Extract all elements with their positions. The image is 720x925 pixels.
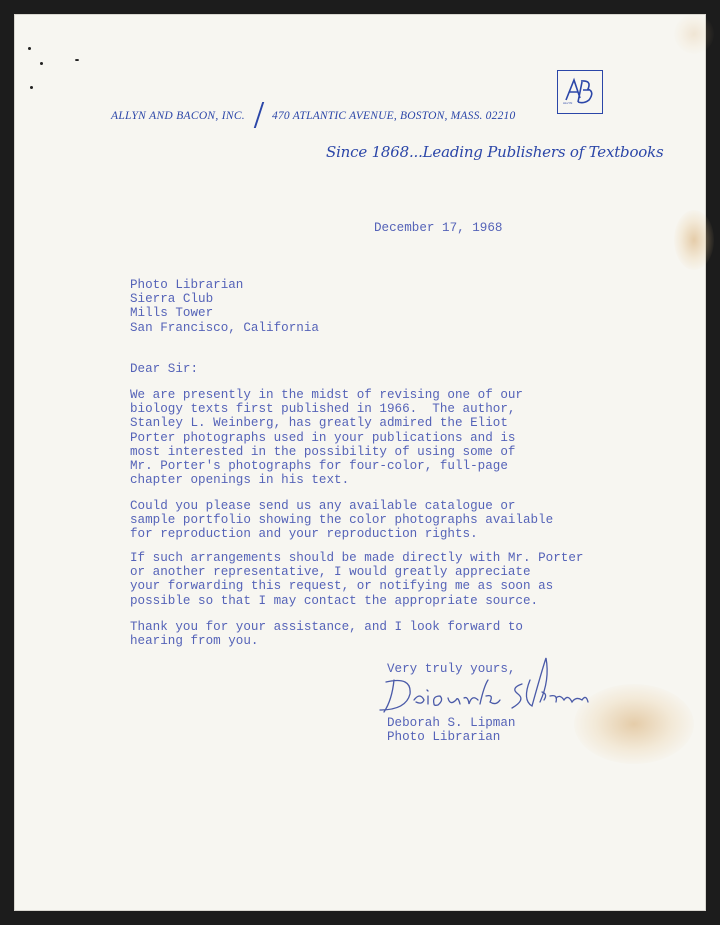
margin-dot (28, 47, 31, 50)
body-paragraph: Could you please send us any available catalogue or sample portfolio showing the color photographs available for reproduction and your reproduction rights. (130, 499, 554, 542)
recipient-line: Mills Tower (130, 306, 214, 321)
company-name: ALLYN AND BACON, INC. (111, 110, 245, 122)
recipient-line: San Francisco, California (130, 320, 319, 335)
signer-title: Photo Librarian (387, 730, 501, 744)
water-stain (674, 14, 714, 54)
company-logo (557, 70, 603, 114)
body-paragraph: Thank you for your assistance, and I look forward to hearing from you. (130, 620, 523, 649)
handwritten-signature (372, 650, 602, 720)
logo-monogram-icon (558, 71, 601, 112)
margin-dot (75, 59, 79, 61)
recipient-line: Sierra Club (130, 292, 214, 307)
recipient-line: Photo Librarian (130, 278, 244, 292)
recipient-address (130, 278, 319, 335)
closing: Very truly yours, (387, 662, 516, 676)
signature-text: Deborah S. Lipman (372, 650, 383, 651)
body-paragraph: If such arrangements should be made directly with Mr. Porter or another representative, I would greatly appreciate your forwarding this request, or notifying me as soon as possible so that I may contact the appropriate source. (130, 551, 584, 608)
letter-date: December 17, 1968 (374, 221, 503, 235)
company-address: 470 ATLANTIC AVENUE, BOSTON, MASS. 02210 (272, 110, 516, 122)
margin-dot (40, 62, 43, 65)
body-paragraph: We are presently in the midst of revising one of our biology texts first published in 1966. The author, Stanley L. Weinberg, has greatly admired the Eliot Porter photographs used in your publications and is most interested in the possibility of using some of Mr. Porter's photographs for four-color, full-page chapter openings in his text. (130, 388, 523, 488)
salutation: Dear Sir: (130, 362, 199, 376)
water-stain (674, 210, 714, 270)
company-tagline: Since 1868...Leading Publishers of Textbooks (326, 143, 664, 161)
signer-name: Deborah S. Lipman (387, 716, 516, 730)
logo-small-text: ALLYN (563, 101, 573, 105)
margin-dot (30, 86, 33, 89)
